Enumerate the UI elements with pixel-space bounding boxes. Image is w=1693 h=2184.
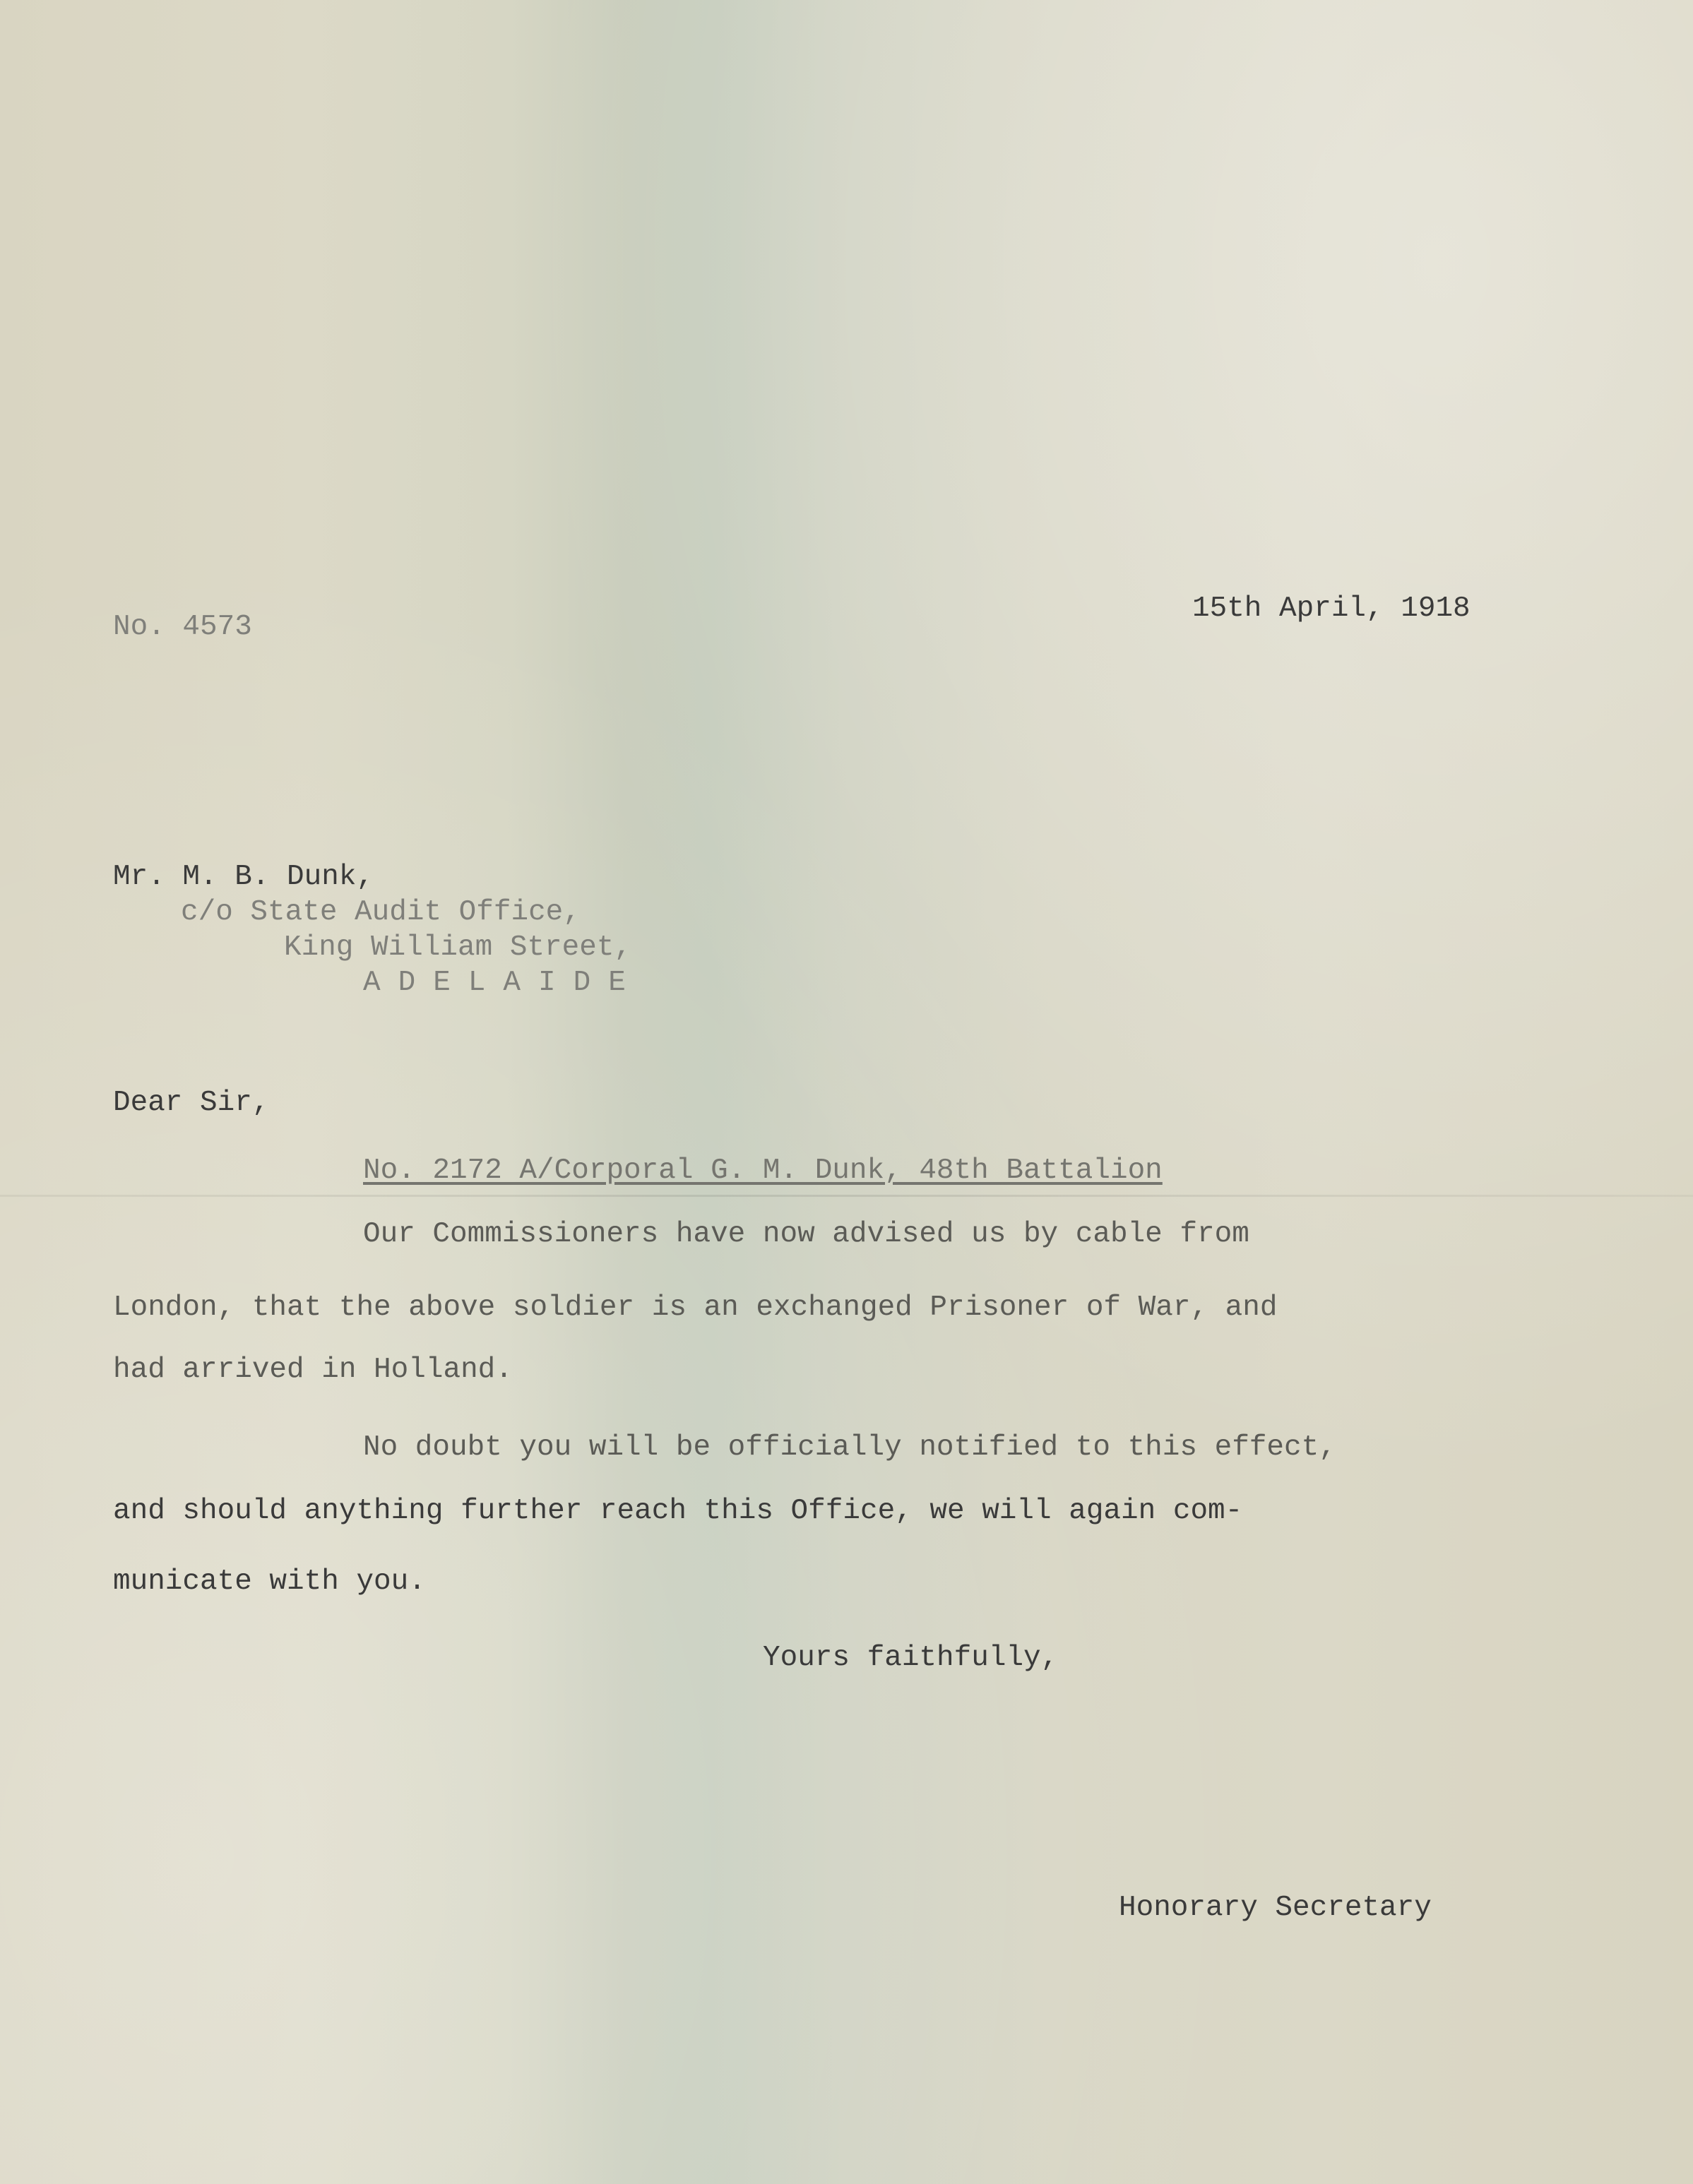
subject-line: No. 2172 A/Corporal G. M. Dunk, 48th Battalion	[363, 1154, 1163, 1187]
body-paragraph-1-line-2: London, that the above soldier is an exchanged Prisoner of War, and	[113, 1291, 1278, 1324]
paper-fold-line	[0, 1195, 1693, 1197]
body-paragraph-2-line-2: and should anything further reach this Office, we will again com-	[113, 1495, 1243, 1527]
address-line-city: ADELAIDE	[363, 967, 643, 999]
salutation: Dear Sir,	[113, 1087, 270, 1119]
letter-date: 15th April, 1918	[1192, 592, 1471, 625]
signature-title: Honorary Secretary	[1119, 1892, 1432, 1924]
closing: Yours faithfully,	[763, 1642, 1059, 1674]
reference-number: No. 4573	[113, 611, 252, 643]
address-line-name: Mr. M. B. Dunk,	[113, 861, 374, 893]
address-line-street: King William Street,	[284, 931, 632, 964]
body-paragraph-1-line-3: had arrived in Holland.	[113, 1354, 513, 1386]
address-line-office: c/o State Audit Office,	[181, 896, 581, 929]
body-paragraph-1-line-1: Our Commissioners have now advised us by cable from	[363, 1218, 1249, 1251]
body-paragraph-2-line-1: No doubt you will be officially notified to this effect,	[363, 1431, 1336, 1464]
body-paragraph-2-line-3: municate with you.	[113, 1565, 426, 1598]
